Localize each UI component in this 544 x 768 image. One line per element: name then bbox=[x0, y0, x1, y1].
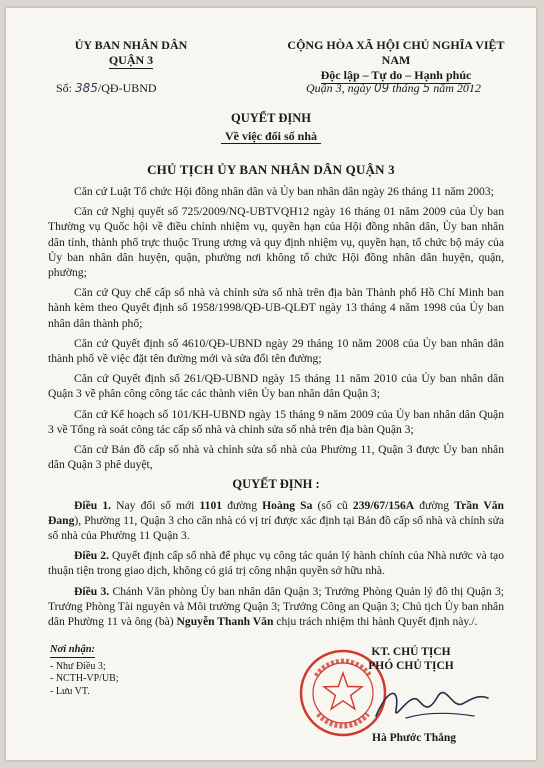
date-month: 5 bbox=[422, 81, 431, 95]
signer-name: Hà Phước Thắng bbox=[372, 732, 456, 744]
preamble-clause: Căn cứ Bản đồ cấp số nhà và chỉnh sửa số nhà của Phường 11, Quận 3 được Ủy ban nhân dân Quận 3 phê duyệt, bbox=[48, 443, 504, 472]
date-day: 09 bbox=[374, 81, 390, 95]
article-2: Điều 2. Quyết định cấp số nhà để phục vụ công tác quản lý hành chính của Nhà nước và tạo thuận tiện trong giao dịch, không có giá trị công nhận quyền sở hữu nhà. bbox=[48, 549, 505, 578]
signer-position: PHÓ CHỦ TỊCH bbox=[368, 660, 454, 672]
document-type: QUYẾT ĐỊNH bbox=[231, 111, 311, 125]
recipients-heading: Nơi nhận: bbox=[50, 644, 95, 658]
motto: Độc lập – Tự do – Hạnh phúc bbox=[320, 68, 472, 82]
issue-date: Quận 3, ngày 09 tháng 5 năm 2012 bbox=[306, 81, 481, 95]
document-body bbox=[48, 184, 504, 634]
recipient-item: - Lưu VT. bbox=[50, 685, 90, 697]
article-1: Điều 1. Nay đổi số mới 1101 đường Hoàng Sa (số cũ 239/67/156A đường Trần Văn Đang), Phường 11, Quận 3 cho căn nhà có vị trí được xác định tại Bản đồ cấp số nhà và chỉnh sửa số nhà của Phường 11 Quận 3. bbox=[48, 498, 505, 543]
recipient-item: - Như Điều 3; bbox=[50, 660, 106, 672]
preamble-clause: Căn cứ Kế hoạch số 101/KH-UBND ngày 15 tháng 9 năm 2009 của Ủy ban nhân dân Quận 3 về Tổng rà soát công tác cấp số nhà và chỉnh sửa số nhà trên địa bàn Quận 3; bbox=[48, 407, 504, 436]
preamble-clause: Căn cứ Quy chế cấp số nhà và chỉnh sửa số nhà trên địa bàn Thành phố Hồ Chí Minh ban hành kèm theo Quyết định số 1958/1998/QĐ-UB-QLĐT ngày 13 tháng 4 năm 1998 của Ủy ban nhân dân thành phố; bbox=[48, 286, 504, 330]
national-motto bbox=[274, 38, 518, 84]
preamble-clause: Căn cứ Quyết định số 4610/QĐ-UBND ngày 29 tháng 10 năm 2008 của Ủy ban nhân dân thành phố về việc đặt tên đường mới và sửa đổi tên đường; bbox=[48, 336, 504, 366]
country-name: CỘNG HÒA XÃ HỘI CHỦ NGHĨA VIỆT NAM bbox=[287, 38, 505, 67]
preamble-clause: Căn cứ Nghị quyết số 725/2009/NQ-UBTVQH12 ngày 16 tháng 01 năm 2009 của Ủy ban Thường vụ Quốc hội về điều chỉnh nhiệm vụ, quyền hạn của Hội đồng nhân dân, Ủy ban nhân dân tỉnh, thành phố trực thuộc Trung ương và quy định nhiệm vụ, quyền hạn, tổ chức bộ máy của Ủy ban nhân dân huyện, quận, phường nơi không tổ chức Hội đồng nhân dân huyện, quận, phường; bbox=[48, 205, 504, 280]
signature-block bbox=[336, 645, 486, 673]
document-number: Số: 385/QĐ-UBND bbox=[56, 81, 157, 95]
signer-authority: KT. CHỦ TỊCH bbox=[371, 646, 451, 658]
doc-number-handwritten: 385 bbox=[75, 81, 98, 95]
agency-line-2: QUẬN 3 bbox=[108, 53, 154, 67]
recipient-item: - NCTH-VP/UB; bbox=[50, 673, 119, 684]
article-3: Điều 3. Chánh Văn phòng Ủy ban nhân dân Quận 3; Trưởng Phòng Quản lý đô thị Quận 3; Trưởng Phòng Tài nguyên và Môi trường Quận 3; Trưởng Công an Quận 3; Chủ tịch Ủy ban nhân dân Phường 11 và ông (bà) Nguyễn Thanh Văn chịu trách nhiệm thi hành Quyết định này./. bbox=[48, 584, 505, 629]
preamble-clause: Căn cứ Quyết định số 261/QĐ-UBND ngày 15 tháng 11 năm 2010 của Ủy ban nhân dân Quận 3 về phân công công tác các thành viên Ủy ban nhân dân Quận 3; bbox=[48, 372, 504, 401]
issuing-agency bbox=[46, 38, 216, 69]
issuer-title: CHỦ TỊCH ỦY BAN NHÂN DÂN QUẬN 3 bbox=[147, 162, 395, 177]
preamble-clause: Căn cứ Luật Tổ chức Hội đồng nhân dân và Ủy ban nhân dân ngày 26 tháng 11 năm 2003; bbox=[74, 185, 494, 198]
recipients bbox=[50, 644, 119, 698]
document-page bbox=[6, 8, 536, 760]
document-subject: Về việc đổi số nhà bbox=[6, 129, 536, 144]
agency-line-1: ỦY BAN NHÂN DÂN bbox=[74, 38, 188, 52]
decision-heading: QUYẾT ĐỊNH : bbox=[232, 477, 320, 492]
handwritten-signature-icon bbox=[366, 678, 496, 728]
